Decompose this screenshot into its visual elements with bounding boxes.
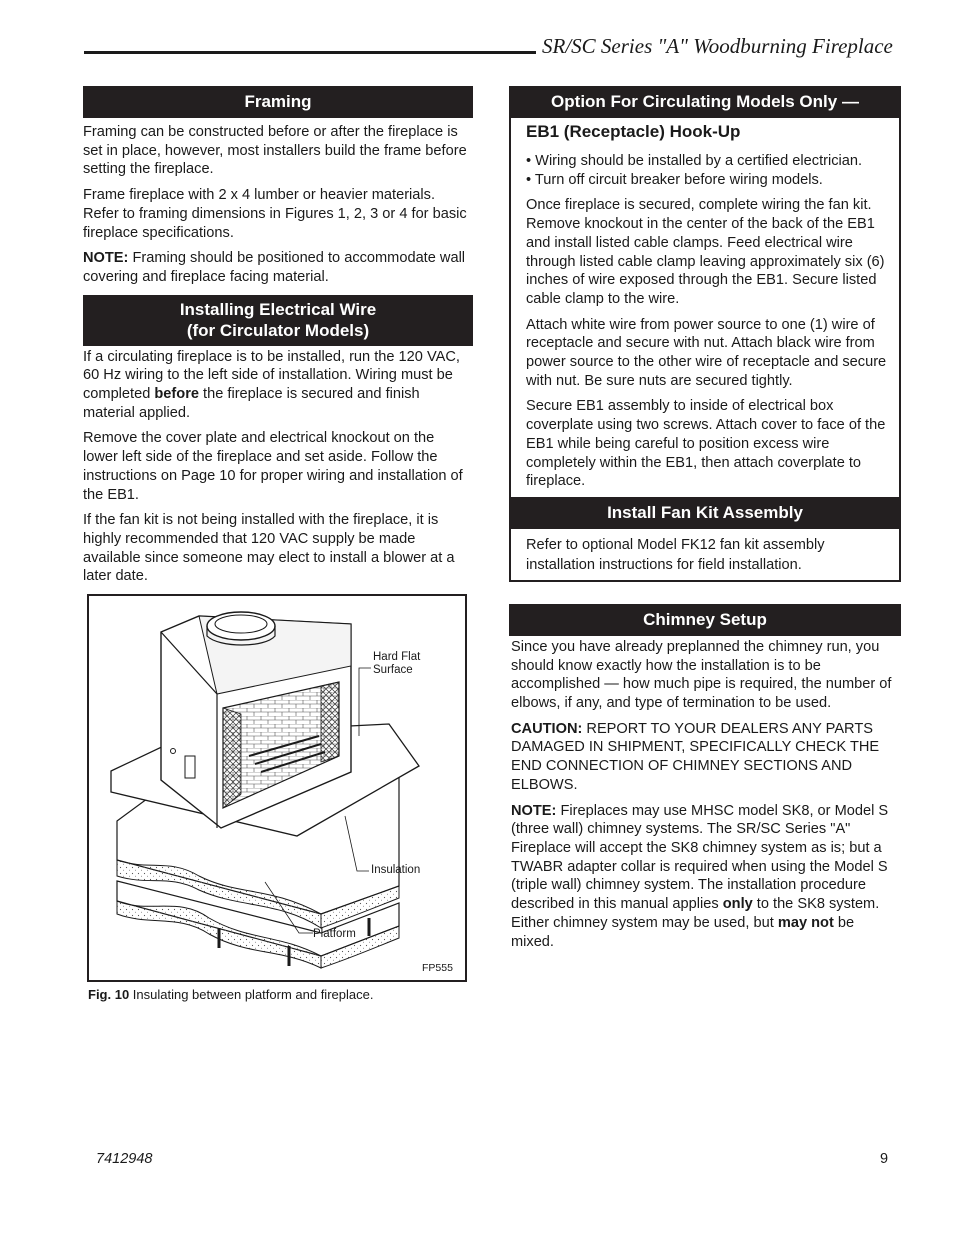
framing-note-label: NOTE: <box>83 250 129 267</box>
circulating-box <box>509 86 901 582</box>
figure-caption-label: Fig. 10 <box>88 987 130 1002</box>
electrical-paragraph-2: Remove the cover plate and electrical knockout on the lower left side of the fireplace and set aside. Follow the instructions on Page 10 for proper wiring and installation of the EB1. <box>83 430 463 503</box>
bullet-item: • Wiring should be installed by a certified electrician. <box>526 153 863 169</box>
label-hard-flat: Hard Flat <box>373 651 421 663</box>
fan-kit-paragraph: Refer to optional Model FK12 fan kit assembly installation instructions for field installation. <box>526 536 825 573</box>
figure-10 <box>87 594 467 982</box>
fan-kit-heading: Install Fan Kit Assembly <box>509 497 901 529</box>
right-column <box>509 86 901 951</box>
document-number: 7412948 <box>96 1151 153 1167</box>
label-platform: Platform <box>313 928 356 940</box>
chimney-heading: Chimney Setup <box>509 604 901 636</box>
caution-label: CAUTION: <box>511 720 583 737</box>
electrical-paragraph-3: If the fan kit is not being installed with the fireplace, it is highly recommended that 120 VAC supply be made available since someone may elect to install a blower at a later date. <box>83 512 455 585</box>
framing-heading: Framing <box>83 86 473 118</box>
framing-paragraph-2: Frame fireplace with 2 x 4 lumber or heavier materials. Refer to framing dimensions in Figures 1, 2, 3 or 4 for basic fireplace specifications. <box>83 187 467 241</box>
framing-note-text: Framing should be positioned to accommodate wall covering and fireplace facing material. <box>83 250 466 285</box>
caution-text: REPORT TO YOUR DEALERS ANY PARTS DAMAGED IN SHIPMENT, SPECIFICALLY CHECK THE END CONNECTION OF CHIMNEY SECTIONS AND ELBOWS. <box>511 720 880 793</box>
framing-note <box>83 249 473 286</box>
bullet-item: • Turn off circuit breaker before wiring models. <box>526 171 823 188</box>
figure-caption <box>88 987 373 1002</box>
chimney-note-only: only <box>722 896 753 913</box>
page-number: 9 <box>880 1151 889 1167</box>
chimney-note-text-c: be mixed. <box>511 914 855 950</box>
chimney-paragraph-1: Since you have already preplanned the chimney run, you should know exactly how the installation is to be accomplished — how much pipe is required, the number of elbows, if any, and type of termination to be used. <box>511 638 892 712</box>
label-insulation: Insulation <box>371 864 421 876</box>
chimney-note-may-not: may not <box>777 914 834 931</box>
figure-code: FP555 <box>422 962 453 974</box>
eb1-paragraph-3: Secure EB1 assembly to inside of electrical box coverplate using two screws. Attach cover to face of the EB1 while being careful to position excess wire completely within the EB1, then attach coverplate to fireplace. <box>526 398 886 490</box>
figure-caption-text: Insulating between platform and fireplace. <box>129 987 374 1002</box>
electrical-p1-bold: before <box>154 386 199 403</box>
eb1-paragraph-1: Once fireplace is secured, complete wiring the fan kit. Remove knockout in the center of the back of the EB1 and install listed cable clamps. Feed electrical wire through listed cable clamp leaving approximately six (6) inches of wire exposed through the EB1. Secure listed cable clamp to the wire. <box>526 197 885 307</box>
left-column <box>83 86 473 586</box>
chimney-note-text-b: to the SK8 system. Either chimney system may be used, but <box>511 896 880 931</box>
eb1-paragraph-2: Attach white wire from power source to one (1) wire of receptacle and secure with nut. Attach black wire from power source to the other wire of receptacle and secure with nut. Be sure nuts are secured tightly. <box>526 316 887 389</box>
eb1-subheading: EB1 (Receptacle) Hook-Up <box>526 122 741 141</box>
framing-paragraph-1: Framing can be constructed before or after the fireplace is set in place, however, most installers build the frame before setting the fireplace. <box>83 124 467 178</box>
electrical-p1-text-a: If a circulating fireplace is to be installed, run the 120 VAC, 60 Hz wiring to the left side of installation. Wiring must be completed <box>83 348 460 403</box>
label-surface: Surface <box>373 664 413 676</box>
eb1-bullet-list <box>526 152 889 189</box>
chimney-caution <box>511 720 901 795</box>
header-rule <box>84 51 536 54</box>
label-hard-flat-surface <box>373 651 420 677</box>
electrical-heading <box>83 295 473 346</box>
electrical-paragraph-1 <box>83 348 473 423</box>
electrical-heading-line-2: (for Circulator Models) <box>186 320 370 340</box>
chimney-note-label: NOTE: <box>511 802 557 819</box>
electrical-p1-text-b: the fireplace is secured and finish material applied. <box>83 386 420 421</box>
page-title: SR/SC Series "A" Woodburning Fireplace <box>542 34 893 58</box>
circulating-heading: Option For Circulating Models Only — <box>509 86 901 118</box>
electrical-heading-line-1: Installing Electrical Wire <box>179 299 377 319</box>
chimney-note-text-a: Fireplaces may use MHSC model SK8, or Model S (three wall) chimney systems. The SR/SC Series "A" Fireplace will accept the SK8 chimney system as is; but a TWABR adapter collar is required when using the Model S (triple wall) chimney system. The installation procedure described in this manual applies <box>511 802 889 913</box>
chimney-note <box>511 802 901 952</box>
